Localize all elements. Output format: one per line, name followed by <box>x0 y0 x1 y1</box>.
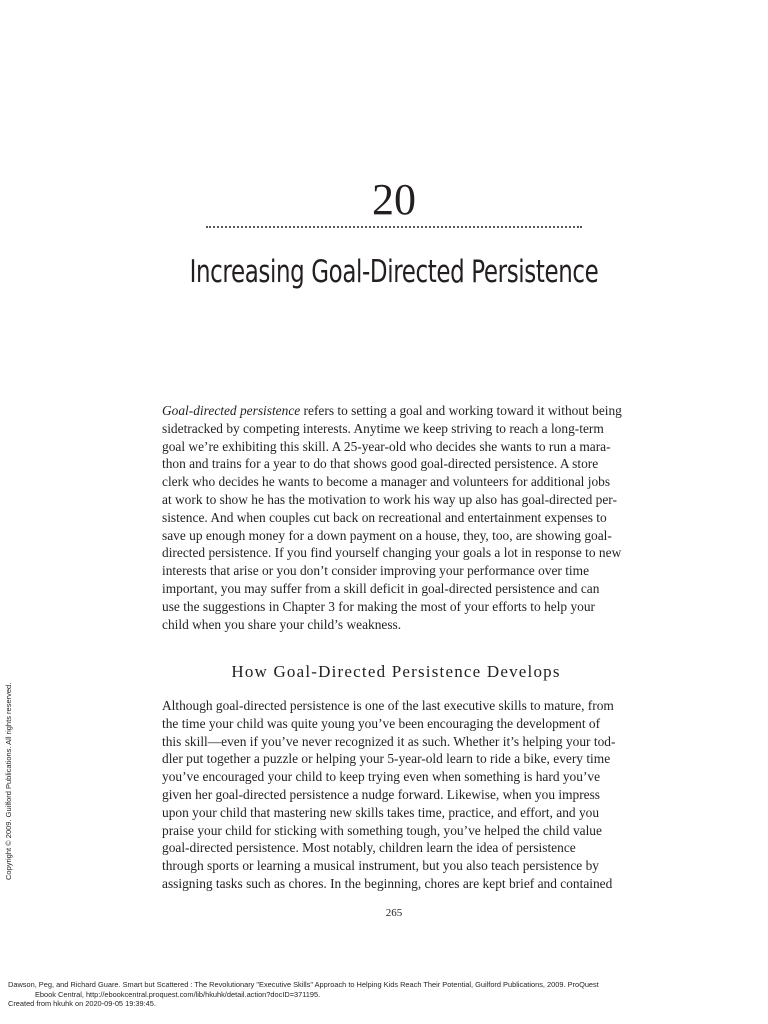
intro-line: clerk who decides he wants to become a manager and volunteers for additional jobs <box>162 474 611 490</box>
section-line: given her goal-directed persistence a nudge forward. Likewise, when you impress <box>162 786 601 802</box>
section-line: assigning tasks such as chores. In the beginning, chores are kept brief and contained <box>162 875 613 891</box>
intro-line: at work to show he has the motivation to work his way up also has goal-directed per- <box>162 491 617 507</box>
citation-line: Dawson, Peg, and Richard Guare. Smart but Scattered : The Revolutionary "Executive Skills" Approach to Helping Kids Reach Their Potential, Guilford Publications, 2009. ProQuest <box>8 980 599 989</box>
citation-line: Ebook Central, http://ebookcentral.proquest.com/lib/hkuhk/detail.action?docID=371195. <box>35 989 321 999</box>
section-line: dler put together a puzzle or helping your 5-year-old learn to ride a bike, every time <box>162 751 611 767</box>
intro-line: use the suggestions in Chapter 3 for making the most of your efforts to help your <box>162 598 596 614</box>
section-line: the time your child was quite young you’ve been encouraging the development of <box>162 715 601 731</box>
copyright-notice: Copyright © 2009. Guilford Publications. All rights reserved. <box>4 682 13 880</box>
page-number: 265 <box>385 907 403 919</box>
intro-lead-term: Goal-directed persistence <box>162 403 301 418</box>
intro-line <box>162 402 630 420</box>
chapter-title: Increasing Goal-Directed Persistence <box>189 254 599 290</box>
chapter-number: 20 <box>372 175 416 224</box>
intro-line: important, you may suffer from a skill deficit in goal-directed persistence and can <box>162 580 600 596</box>
section-line: through sports or learning a musical instrument, but you also teach persistence by <box>162 858 599 874</box>
intro-line: thon and trains for a year to do that shows good goal-directed persistence. A store <box>162 456 599 472</box>
section-line: Although goal-directed persistence is one of the last executive skills to mature, from <box>162 698 614 713</box>
intro-line: sistence. And when couples cut back on recreational and entertainment expenses to <box>162 509 607 525</box>
citation-created-line: Created from hkuhk on 2020-09-05 19:39:45. <box>8 999 156 1008</box>
citation-footer <box>8 980 764 1009</box>
intro-line: goal we’re exhibiting this skill. A 25-year-old who decides she wants to run a mara- <box>162 438 611 454</box>
chapter-divider <box>206 226 582 228</box>
section-line: you’ve encouraged your child to keep trying even when something is hard you’ve <box>162 769 601 785</box>
section-paragraph <box>162 697 630 893</box>
section-line: upon your child that mastering new skills takes time, practice, and effort, and you <box>162 804 600 820</box>
section-line: this skill—even if you’ve never recognized it as such. Whether it’s helping your tod- <box>162 733 616 749</box>
intro-line: child when you share your child’s weakness. <box>162 616 402 632</box>
intro-line: interests that arise or you don’t consider improving your performance over time <box>162 563 590 579</box>
section-heading: How Goal-Directed Persistence Develops <box>231 662 561 681</box>
intro-line: save up enough money for a down payment on a house, they, too, are showing goal- <box>162 527 612 543</box>
intro-paragraph <box>162 402 630 633</box>
section-line: praise your child for sticking with something tough, you’ve helped the child value <box>162 822 602 838</box>
intro-line-text: refers to setting a goal and working toward it without being <box>300 403 622 418</box>
intro-line: sidetracked by competing interests. Anytime we keep striving to reach a long-term <box>162 420 604 436</box>
section-line: goal-directed persistence. Most notably, children learn the idea of persistence <box>162 840 576 856</box>
intro-line: directed persistence. If you find yourself changing your goals a lot in response to new <box>162 545 622 561</box>
